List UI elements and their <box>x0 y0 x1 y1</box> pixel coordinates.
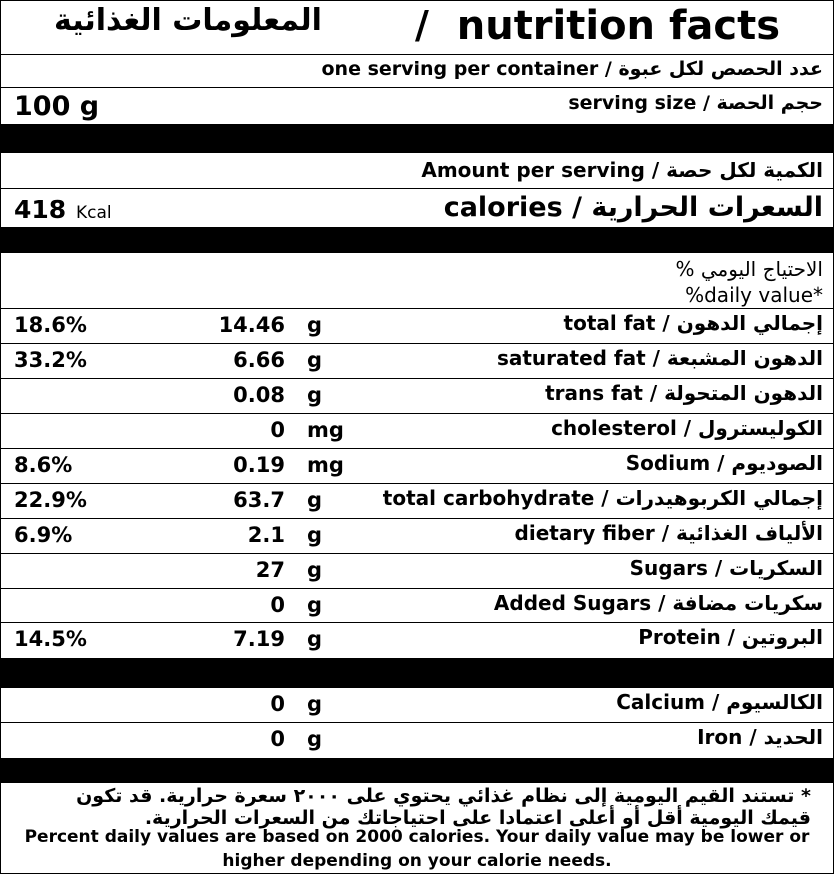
amount-value: 0 <box>270 593 285 617</box>
daily-value-arabic: % الاحتياج اليومي <box>675 257 823 281</box>
mineral-name: Iron / الحديد <box>697 725 823 749</box>
amount-unit: mg <box>307 418 344 442</box>
servings-row <box>1 55 833 88</box>
footer <box>1 783 833 873</box>
amount-value: 7.19 <box>233 627 285 651</box>
amount-value: 0.08 <box>233 383 285 407</box>
calories-unit: Kcal <box>76 203 112 223</box>
nutrient-name: Sodium / الصوديوم <box>625 451 823 475</box>
nutrient-row <box>1 519 833 554</box>
nutrient-name: Sugars / السكريات <box>629 556 823 580</box>
calories-row <box>1 189 833 227</box>
nutrient-row <box>1 344 833 379</box>
amount-per-serving-label: Amount per serving / الكمية لكل حصة <box>421 158 823 182</box>
divider-bar <box>1 658 833 688</box>
daily-percent: 33.2% <box>14 348 87 372</box>
nutrient-row <box>1 449 833 484</box>
amount-unit: g <box>307 488 323 512</box>
serving-size-label: serving size / حجم الحصة <box>568 92 823 114</box>
amount-value: 63.7 <box>233 488 285 512</box>
title-arabic: المعلومات الغذائية <box>54 3 322 38</box>
nutrient-name: Added Sugars / سكريات مضافة <box>493 591 823 615</box>
amount-value: 0 <box>270 692 285 716</box>
nutrient-row <box>1 379 833 414</box>
nutrient-row <box>1 589 833 623</box>
amount-unit: g <box>307 558 323 582</box>
daily-percent: 6.9% <box>14 523 73 547</box>
amount-value: 0 <box>270 418 285 442</box>
mineral-name: Calcium / الكالسيوم <box>616 690 823 714</box>
amount-value: 2.1 <box>247 523 285 547</box>
amount-value: 0 <box>270 727 285 751</box>
nutrient-name: Protein / البروتين <box>638 625 823 649</box>
nutrient-name: saturated fat / الدهون المشبعة <box>496 346 823 370</box>
serving-size-value: 100 g <box>14 91 100 122</box>
mineral-row <box>1 723 833 758</box>
amount-value: 27 <box>255 558 285 582</box>
amount-unit: mg <box>307 453 344 477</box>
nutrient-name: dietary fiber / الألياف الغذائية <box>514 521 823 545</box>
amount-unit: g <box>307 627 323 651</box>
nutrient-name: total carbohydrate / إجمالي الكربوهيدرات <box>382 486 823 510</box>
amount-unit: g <box>307 727 323 751</box>
daily-value-header <box>1 253 833 309</box>
calories-label: calories / السعرات الحرارية <box>443 192 823 223</box>
amount-value: 0.19 <box>233 453 285 477</box>
nutrient-name: total fat / إجمالي الدهون <box>563 311 823 335</box>
servings-per-container: one serving per container / عدد الحصص لكل عبوة <box>321 58 823 80</box>
daily-percent: 8.6% <box>14 453 73 477</box>
divider-bar <box>1 125 833 153</box>
daily-value-english: %daily value* <box>685 283 823 307</box>
nutrient-name: trans fat / الدهون المتحولة <box>545 381 823 405</box>
footer-arabic-note: * تستند القيم اليومية إلى نظام غذائي يحتوي على ٢٠٠٠ سعرة حرارية. قد تكون قيمك اليومية أقل أو أعلى اعتمادا على احتياجاتك من السعرات الحرارية. <box>76 785 811 829</box>
amount-unit: g <box>307 313 323 337</box>
calories-value: 418 <box>14 195 67 224</box>
header-row <box>1 1 833 55</box>
amount-unit: g <box>307 348 323 372</box>
mineral-row <box>1 688 833 723</box>
nutrient-row <box>1 414 833 449</box>
daily-percent: 22.9% <box>14 488 87 512</box>
divider-bar <box>1 758 833 783</box>
footer-english-note: Percent daily values are based on 2000 calories. Your daily value may be lower or higher depending on your calorie needs. <box>24 827 810 871</box>
amount-value: 6.66 <box>233 348 285 372</box>
nutrient-row <box>1 484 833 519</box>
amount-unit: g <box>307 383 323 407</box>
nutrient-row <box>1 309 833 344</box>
amount-unit: g <box>307 523 323 547</box>
daily-percent: 14.5% <box>14 627 87 651</box>
nutrient-row <box>1 554 833 589</box>
amount-value: 14.46 <box>218 313 285 337</box>
title-english: nutrition facts <box>456 3 780 49</box>
amount-unit: g <box>307 593 323 617</box>
title-separator: / <box>415 3 429 47</box>
amount-unit: g <box>307 692 323 716</box>
nutrient-row <box>1 623 833 658</box>
divider-bar <box>1 227 833 253</box>
serving-size-row <box>1 88 833 125</box>
daily-percent: 18.6% <box>14 313 87 337</box>
amount-per-serving-row <box>1 153 833 189</box>
nutrient-name: cholesterol / الكوليسترول <box>551 416 823 440</box>
